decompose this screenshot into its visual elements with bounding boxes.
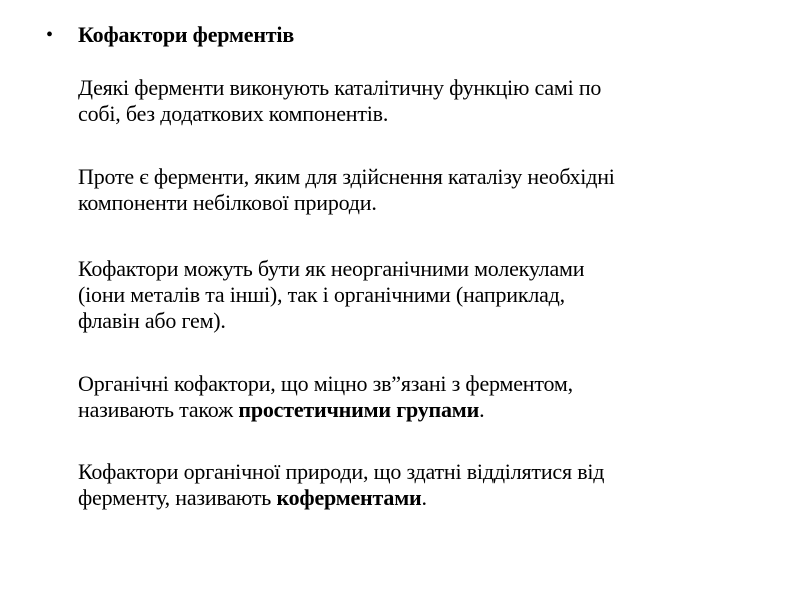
paragraph-enzymes-self-catalysis xyxy=(78,75,768,127)
term-coenzymes: коферментами xyxy=(276,485,422,510)
term-prosthetic-groups: простетичними групами xyxy=(238,397,480,422)
paragraph-line-prefix: ферменту, називають xyxy=(78,485,277,510)
bullet-marker: • xyxy=(46,24,53,46)
paragraph-line: (іони металів та інші), так і органічними (наприклад, xyxy=(78,282,565,307)
paragraph-nonprotein-components xyxy=(78,164,768,216)
paragraph-line: Кофактори органічної природи, що здатні відділятися від xyxy=(78,459,605,484)
paragraph-coenzymes xyxy=(78,459,768,511)
paragraph-prosthetic-groups xyxy=(78,371,768,423)
paragraph-line-suffix: . xyxy=(421,485,427,510)
paragraph-line: флавін або гем). xyxy=(78,308,226,333)
paragraph-cofactor-types xyxy=(78,256,768,334)
paragraph-line-suffix: . xyxy=(479,397,485,422)
paragraph-line: Кофактори можуть бути як неорганічними молекулами xyxy=(78,256,585,281)
paragraph-line: Проте є ферменти, яким для здійснення каталізу необхідні xyxy=(78,164,615,189)
paragraph-line: Органічні кофактори, що міцно зв”язані з ферментом, xyxy=(78,371,573,396)
paragraph-line: Деякі ферменти виконують каталітичну функцію самі по xyxy=(78,75,602,100)
slide-heading: Кофактори ферментів xyxy=(78,22,294,47)
paragraph-line-prefix: називають також xyxy=(78,397,239,422)
paragraph-line: собі, без додаткових компонентів. xyxy=(78,101,389,126)
paragraph-line: компоненти небілкової природи. xyxy=(78,190,377,215)
